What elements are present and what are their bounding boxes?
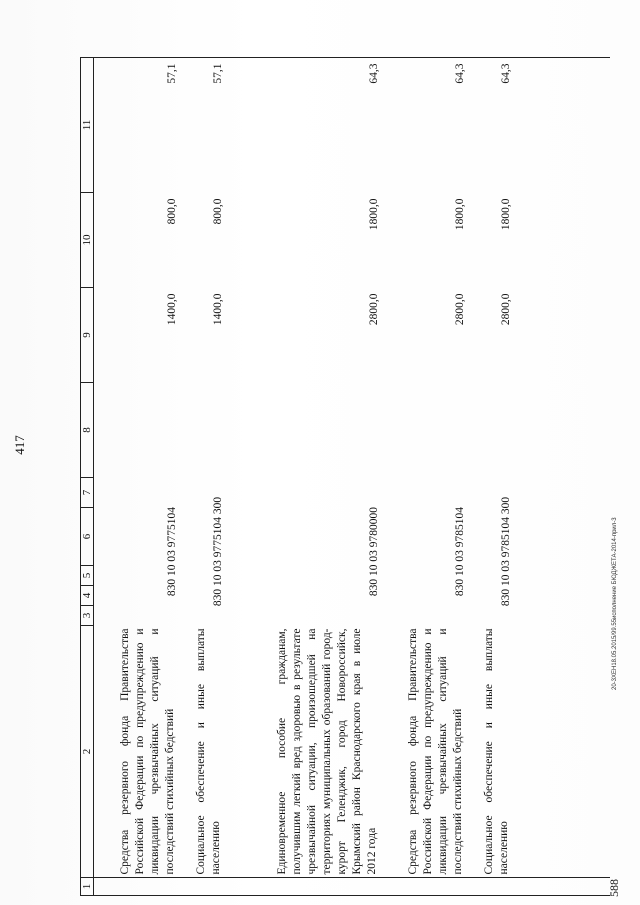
table-row [382, 58, 468, 896]
row-col9: 2800,0 [500, 293, 512, 326]
row-codes: 830 10 03 9775104 300 [212, 496, 224, 607]
row-col11: 64,3 [368, 63, 380, 84]
row-name: Единовременное пособие гражданам, получившим легкий вред здоровью в результате чрезвычайной ситуации, произошедшей на территориях муниципальных образований город-курорт Геленджик, город Новороссийск, Крымский район Краснодарского края в июле 2012 года [276, 628, 378, 875]
header-cell: 2 [81, 626, 94, 878]
header-cell: 11 [81, 58, 94, 193]
row-col9: 2800,0 [454, 293, 466, 326]
row-col7 [382, 383, 468, 478]
row-col11: 57,1 [212, 63, 224, 84]
table-row [94, 58, 181, 896]
budget-table [80, 57, 514, 896]
row-name: Социальное обеспечение и иные выплаты населению [483, 628, 510, 875]
row-col7 [180, 383, 226, 478]
header-cell: 7 [81, 478, 94, 508]
table-right-rule [80, 57, 610, 58]
table-row [468, 58, 514, 896]
header-cell: 3 [81, 606, 94, 626]
row-col11: 64,3 [500, 63, 512, 84]
page-number-top: 417 [12, 435, 27, 455]
row-col9: 1400,0 [166, 293, 178, 326]
row-col11: 57,1 [166, 63, 178, 84]
table-left-rule [80, 895, 610, 896]
row-col10: 1800,0 [500, 198, 512, 231]
header-cell: 6 [81, 508, 94, 566]
header-cell: 10 [81, 193, 94, 288]
row-col10: 800,0 [166, 198, 178, 225]
table-row [180, 58, 226, 896]
row-codes: 830 10 03 9785104 [454, 506, 466, 597]
row-codes: 830 10 03 9775104 [166, 506, 178, 597]
row-name: Социальное обеспечение и иные выплаты населению [195, 628, 222, 875]
row-name: Средства резервного фонда Правительства Российской Федерации по предупреждению и ликвидации чрезвычайных ситуаций и последствий стихийных бедствий [119, 628, 176, 875]
header-cell: 1 [81, 878, 94, 896]
row-col7 [94, 383, 181, 478]
row-col7 [468, 383, 514, 478]
row-col10: 1800,0 [454, 198, 466, 231]
table-inner-rule [80, 877, 610, 878]
page-number-bottom: 588 [607, 879, 621, 897]
row-col7 [226, 383, 382, 478]
row-col10: 1800,0 [368, 198, 380, 231]
header-cell: 4 [81, 586, 94, 606]
header-cell: 5 [81, 566, 94, 586]
row-col9: 1400,0 [212, 293, 224, 326]
table-row [226, 58, 382, 896]
row-name: Средства резервного фонда Правительства Российской Федерации по предупреждению и ликвидации чрезвычайных ситуаций и последствий стихийных бедствий [407, 628, 464, 875]
row-codes: 830 10 03 9785104 300 [500, 496, 512, 607]
row-col10: 800,0 [212, 198, 224, 225]
header-cell: 9 [81, 288, 94, 383]
row-codes: 830 10 03 9780000 [368, 506, 380, 597]
row-col9: 2800,0 [368, 293, 380, 326]
document-code: 20-3ХЕН18.05.2015/99.55исполнение БЮДЖЕТА-2014-прил-3 [612, 517, 618, 690]
table-header-row [81, 58, 94, 896]
row-col11: 64,3 [454, 63, 466, 84]
header-cell: 8 [81, 383, 94, 478]
